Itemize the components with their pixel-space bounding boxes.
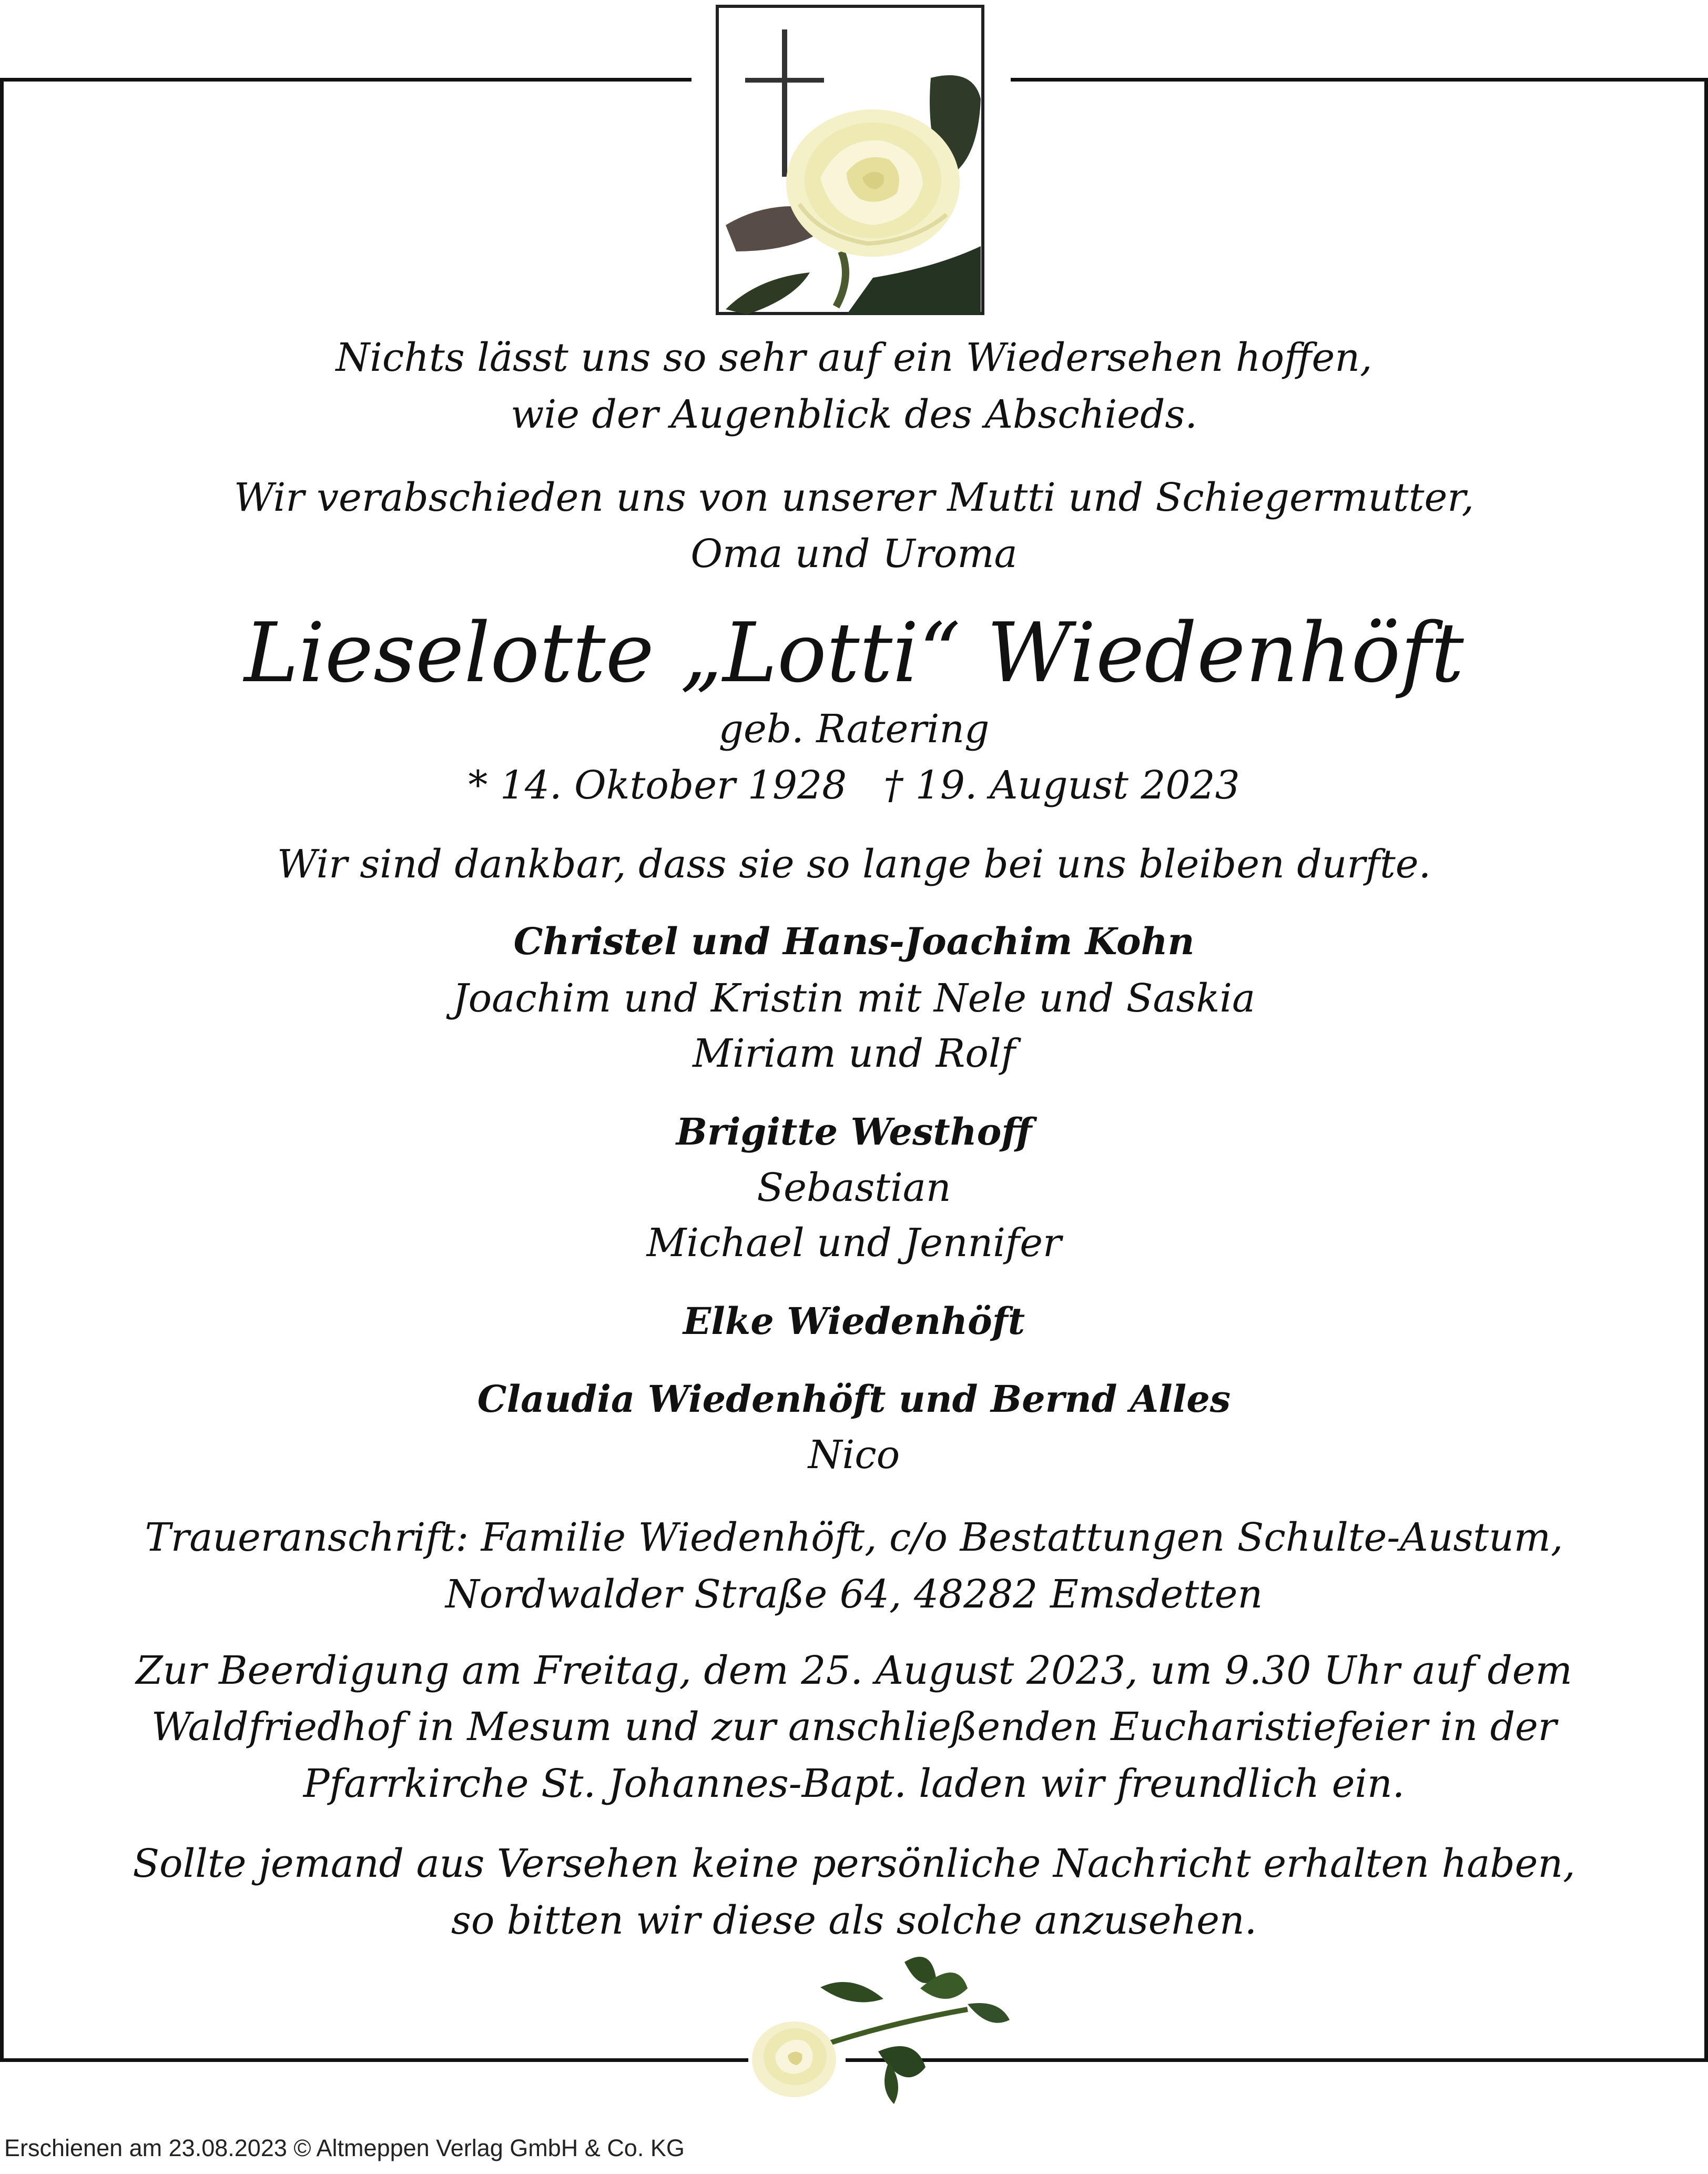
frame-right <box>1704 78 1708 2062</box>
cross-rose-icon <box>715 4 985 316</box>
white-rose-icon <box>747 1946 1020 2104</box>
family-group-4-line-1: Nico <box>808 1432 900 1478</box>
family-group-2-line-2: Michael und Jennifer <box>646 1220 1062 1266</box>
frame-top-left <box>0 78 692 82</box>
notice-line-2: so bitten wir diese als solche anzusehen. <box>451 1898 1257 1943</box>
life-dates <box>4 763 1704 808</box>
birth-name: geb. Ratering <box>718 706 990 752</box>
funeral-line-3: Pfarrkirche St. Johannes-Bapt. laden wir freundlich ein. <box>303 1761 1405 1806</box>
publication-footer: Erschienen am 23.08.2023 © Altmeppen Verlag GmbH & Co. KG <box>4 2135 685 2161</box>
death-date: † 19. August 2023 <box>883 763 1240 808</box>
notice-line-1: Sollte jemand aus Versehen keine persönliche Nachricht erhalten haben, <box>133 1841 1575 1886</box>
poem-line-2: wie der Augenblick des Abschieds. <box>511 392 1197 437</box>
family-group-2-head: Brigitte Westhoff <box>676 1110 1032 1154</box>
intro-line-2: Oma und Uroma <box>690 531 1018 577</box>
family-group-2-line-1: Sebastian <box>757 1165 951 1210</box>
family-group-1-line-1: Joachim und Kristin mit Nele und Saskia <box>452 976 1256 1021</box>
family-group-1-head: Christel und Hans-Joachim Kohn <box>513 919 1195 963</box>
family-group-4-head: Claudia Wiedenhöft und Bernd Alles <box>477 1377 1231 1421</box>
family-group-1-line-2: Miriam und Rolf <box>693 1031 1015 1076</box>
frame-bottom-left <box>0 2058 748 2062</box>
frame-left <box>0 78 4 2062</box>
poem-line-1: Nichts lässt uns so sehr auf ein Wiedersehen hoffen, <box>336 335 1372 380</box>
funeral-line-1: Zur Beerdigung am Freitag, dem 25. August 2023, um 9.30 Uhr auf dem <box>136 1648 1572 1693</box>
gratitude-line: Wir sind dankbar, dass sie so lange bei uns bleiben durfte. <box>277 842 1431 887</box>
address-line-1: Traueranschrift: Familie Wiedenhöft, c/o Bestattungen Schulte-Austum, <box>145 1515 1563 1560</box>
deceased-name: Lieselotte „Lotti“ Wiedenhöft <box>244 605 1464 701</box>
family-group-3-head: Elke Wiedenhöft <box>683 1299 1025 1343</box>
address-line-2: Nordwalder Straße 64, 48282 Emsdetten <box>445 1572 1263 1617</box>
intro-line-1: Wir verabschieden uns von unserer Mutti und Schiegermutter, <box>233 475 1475 520</box>
frame-top-right <box>1011 78 1708 82</box>
birth-date: * 14. Oktober 1928 <box>468 763 847 808</box>
funeral-line-2: Waldfriedhof in Mesum und zur anschließenden Eucharistiefeier in der <box>151 1704 1557 1750</box>
